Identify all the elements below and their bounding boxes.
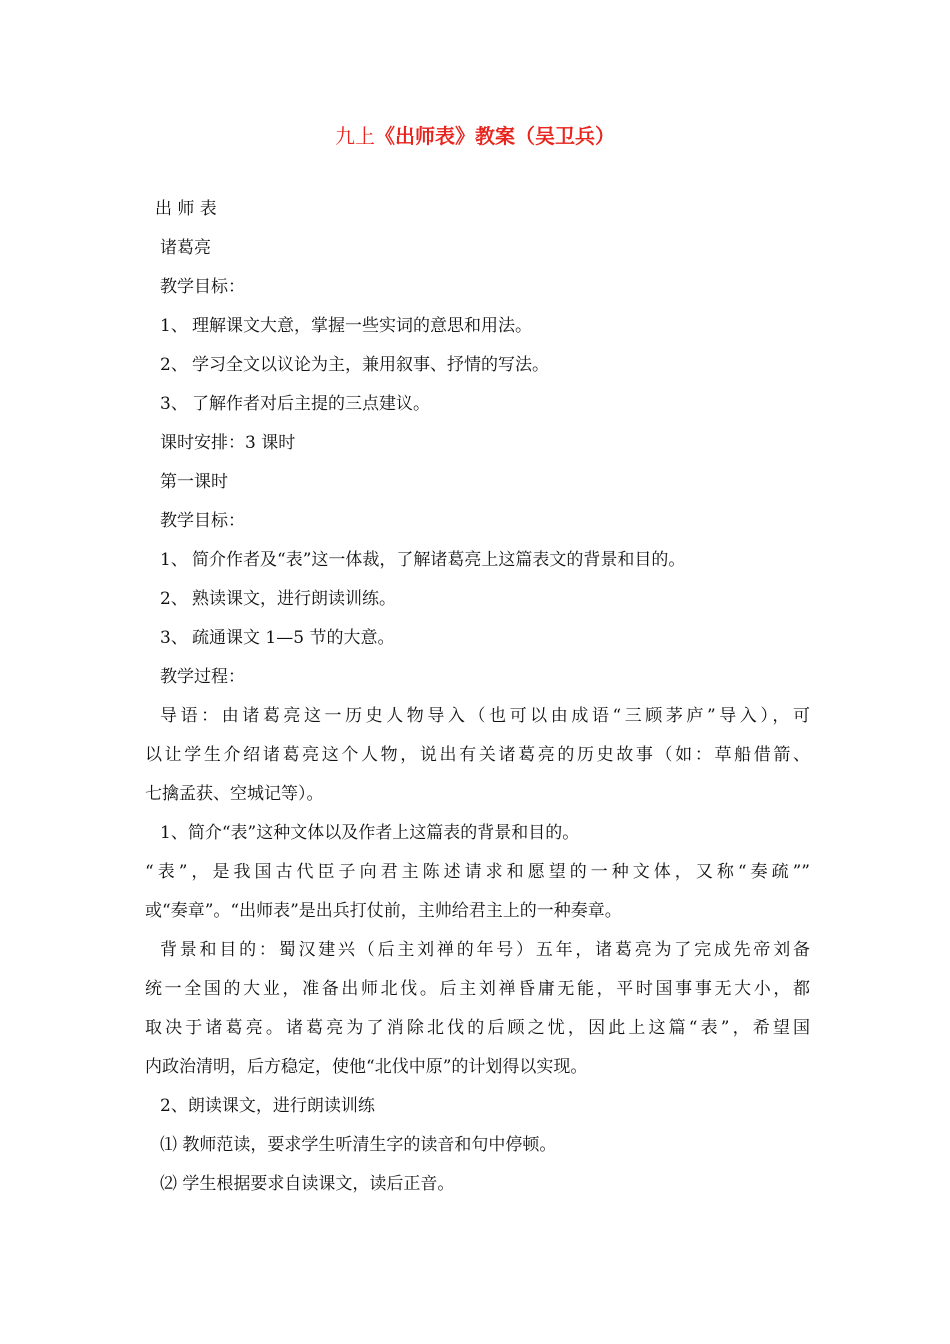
intro-paragraph xyxy=(145,697,810,814)
lesson-goals-label: 教学目标： xyxy=(160,511,245,531)
goal-item xyxy=(145,346,810,385)
schedule-line: 课时安排：3 课时 xyxy=(160,433,296,453)
goal-number: 3、 xyxy=(160,394,188,414)
biao-line: 或“奏章”。“出师表”是出兵打仗前，主帅给君主上的一种奏章。 xyxy=(145,901,622,921)
substep-item: ⑵ 学生根据要求自读课文，读后正音。 xyxy=(160,1174,455,1194)
goal-item xyxy=(145,385,810,424)
background-line: 取决于诸葛亮。诸葛亮为了消除北伐的后顾之忧，因此上这篇“表”，希望国 xyxy=(145,1018,810,1038)
goal-number: 2、 xyxy=(160,355,188,375)
background-line: 统一全国的大业，准备出师北伐。后主刘禅昏庸无能，平时国事事无大小，都 xyxy=(145,979,810,999)
lesson-goal-text: 熟读课文，进行朗读训练。 xyxy=(192,589,396,609)
title-main: 《出师表》教案（吴卫兵） xyxy=(375,124,615,148)
process-label: 教学过程： xyxy=(160,667,245,687)
background-paragraph xyxy=(145,931,810,1087)
document-body xyxy=(145,190,810,1204)
goal-number: 1、 xyxy=(160,316,188,336)
goal-text: 了解作者对后主提的三点建议。 xyxy=(192,394,430,414)
biao-paragraph xyxy=(145,853,810,931)
text-heading: 出 师 表 xyxy=(155,199,217,219)
lesson-goal-number: 1、 xyxy=(160,550,188,570)
lesson-goal-number: 3、 xyxy=(160,628,188,648)
goal-item xyxy=(145,307,810,346)
step-one: 1、简介“表”这种文体以及作者上这篇表的背景和目的。 xyxy=(160,823,580,843)
goal-text: 学习全文以议论为主，兼用叙事、抒情的写法。 xyxy=(192,355,549,375)
intro-line: 七擒孟获、空城记等）。 xyxy=(145,784,324,804)
lesson-goal-text: 简介作者及“表”这一体裁，了解诸葛亮上这篇表文的背景和目的。 xyxy=(192,550,686,570)
lesson-goal-number: 2、 xyxy=(160,589,188,609)
intro-line: 导语：由诸葛亮这一历史人物导入（也可以由成语“三顾茅庐”导入），可 xyxy=(160,706,810,726)
goal-text: 理解课文大意，掌握一些实词的意思和用法。 xyxy=(192,316,532,336)
step-two: 2、朗读课文，进行朗读训练 xyxy=(160,1096,375,1116)
intro-line: 以让学生介绍诸葛亮这个人物，说出有关诸葛亮的历史故事（如：草船借箭、 xyxy=(145,745,810,765)
author-line: 诸葛亮 xyxy=(160,238,211,258)
lesson-goal-item xyxy=(145,580,810,619)
biao-line: “表”，是我国古代臣子向君主陈述请求和愿望的一种文体，又称“奏疏”” xyxy=(145,862,810,882)
lesson-heading: 第一课时 xyxy=(160,472,228,492)
lesson-goal-item xyxy=(145,619,810,658)
substep-item: ⑴ 教师范读，要求学生听清生字的读音和句中停顿。 xyxy=(160,1135,557,1155)
title-prefix: 九上 xyxy=(335,124,375,148)
background-line: 内政治清明，后方稳定，使他“北伐中原”的计划得以实现。 xyxy=(145,1057,588,1077)
lesson-goal-text: 疏通课文 1—5 节的大意。 xyxy=(192,628,395,648)
goals-label: 教学目标： xyxy=(160,277,245,297)
document-title xyxy=(0,120,950,152)
lesson-goal-item xyxy=(145,541,810,580)
background-line: 背景和目的：蜀汉建兴（后主刘禅的年号）五年，诸葛亮为了完成先帝刘备 xyxy=(160,940,810,960)
